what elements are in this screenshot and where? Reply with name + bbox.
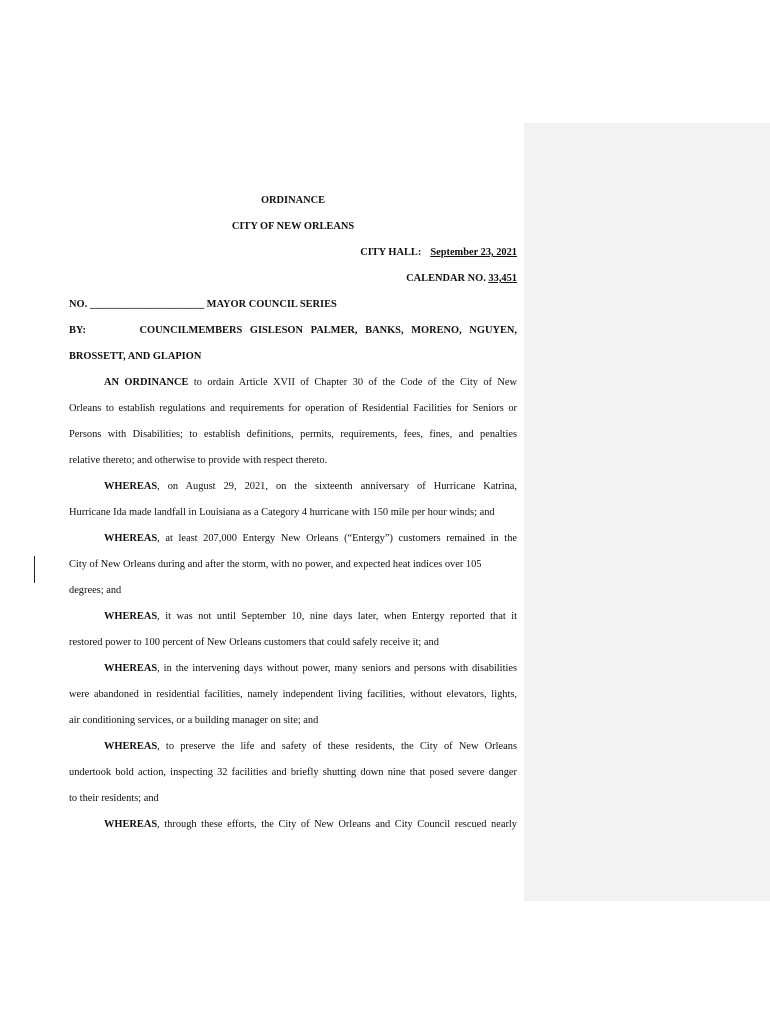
whereas-4-text: , in the intervening days without power, many seniors and persons with disabilities (157, 663, 517, 674)
whereas-5-line-3: to their residents; and (69, 793, 159, 804)
ordinance-line-4: relative thereto; and otherwise to provide with respect thereto. (69, 455, 328, 466)
whereas-keyword: WHEREAS (104, 611, 158, 622)
whereas-2-text: , at least 207,000 Entergy New Orleans (“Entergy”) customers remained in the (157, 533, 517, 544)
whereas-6-line-1 (69, 818, 517, 832)
comment-pane (524, 123, 770, 901)
whereas-4-line-2: were abandoned in residential facilities, namely independent living facilities, without elevators, lights, (69, 689, 517, 700)
whereas-keyword: WHEREAS (104, 819, 158, 830)
whereas-2-line-1 (69, 532, 517, 546)
city-hall-date: September 23, 2021 (430, 247, 517, 258)
by-label: BY: (69, 325, 86, 336)
whereas-3-text: , it was not until September 10, nine days later, when Entergy reported that it (157, 611, 517, 622)
ordinance-line-3: Persons with Disabilities; to establish definitions, permits, requirements, fees, fines, and penalties (69, 429, 517, 440)
city-hall-label: CITY HALL: (360, 247, 422, 258)
calendar-number: 33,451 (488, 273, 517, 284)
ordinance-text-1: to ordain Article XVII of Chapter 30 of the Code of the City of New (193, 377, 517, 388)
change-bar (34, 556, 35, 583)
whereas-5-line-2: undertook bold action, inspecting 32 facilities and briefly shutting down nine that posed severe danger (69, 767, 517, 778)
whereas-keyword: WHEREAS (104, 481, 158, 492)
whereas-1-line-1 (69, 480, 517, 494)
whereas-1-line-2: Hurricane Ida made landfall in Louisiana as a Category 4 hurricane with 150 mile per hour winds; and (69, 507, 495, 518)
sponsors-line-1 (69, 324, 517, 338)
whereas-keyword: WHEREAS (104, 533, 158, 544)
city-hall-line (69, 246, 517, 260)
calendar-line (69, 272, 517, 286)
ordinance-line-2: Orleans to establish regulations and requirements for operation of Residential Facilities for Seniors or (69, 403, 517, 414)
whereas-5-line-1 (69, 740, 517, 754)
whereas-6-text: , through these efforts, the City of New Orleans and City Council rescued nearly (157, 819, 517, 830)
whereas-1-text: , on August 29, 2021, on the sixteenth anniversary of Hurricane Katrina, (157, 481, 517, 492)
whereas-keyword: WHEREAS (104, 663, 158, 674)
whereas-2-line-3: degrees; and (69, 585, 122, 596)
series-line: NO. ______________________ MAYOR COUNCIL SERIES (69, 299, 337, 310)
whereas-5-text: , to preserve the life and safety of these residents, the City of New Orleans (157, 741, 517, 752)
ordinance-line-1 (69, 376, 517, 390)
calendar-label: CALENDAR NO. (406, 273, 486, 284)
city-heading: CITY OF NEW ORLEANS (231, 221, 355, 232)
whereas-3-line-2: restored power to 100 percent of New Orleans customers that could safely receive it; and (69, 637, 439, 648)
whereas-4-line-1 (69, 662, 517, 676)
ordinance-lead: AN ORDINANCE (104, 377, 189, 388)
whereas-keyword: WHEREAS (104, 741, 158, 752)
sponsors-text-1: COUNCILMEMBERS GISLESON PALMER, BANKS, MORENO, NGUYEN, (139, 325, 517, 336)
whereas-4-line-3: air conditioning services, or a building manager on site; and (69, 715, 319, 726)
sponsors-line-2: BROSSETT, AND GLAPION (69, 351, 202, 362)
ordinance-title: ORDINANCE (260, 195, 326, 206)
whereas-3-line-1 (69, 610, 517, 624)
whereas-2-line-2: City of New Orleans during and after the storm, with no power, and expected heat indices over 105 (69, 559, 482, 570)
